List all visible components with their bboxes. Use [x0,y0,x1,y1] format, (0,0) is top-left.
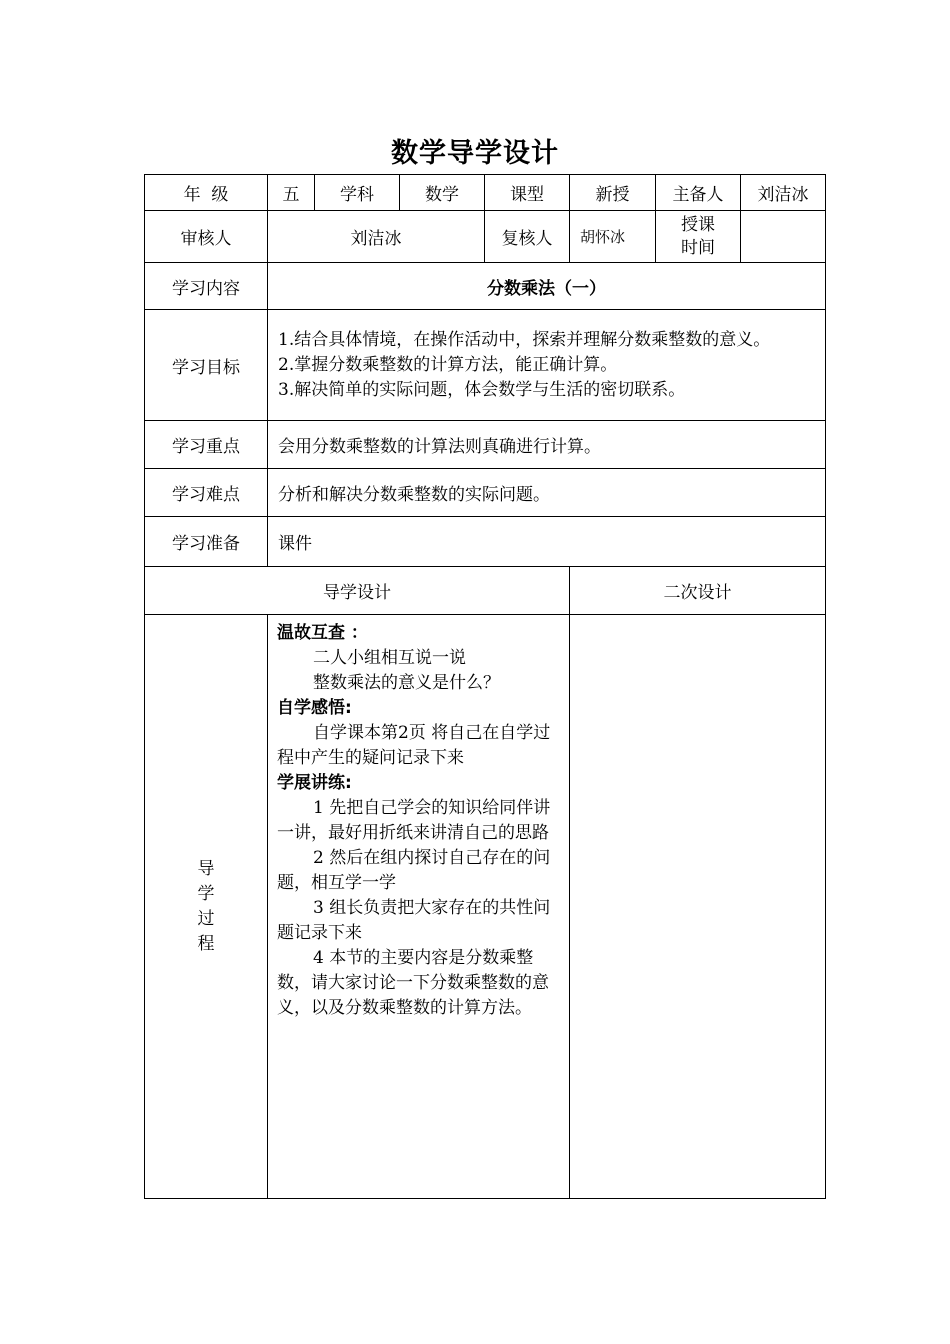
content-label: 学习内容 [145,263,268,310]
process-label-char: 学 [197,883,215,904]
review-heading: 温故互查 ： [277,623,368,643]
content-value: 分数乘法（一） [268,263,826,310]
info-row-1 [145,175,826,211]
review-line: 二人小组相互说一说 [313,648,466,668]
subject-value: 数学 [400,175,485,211]
key-points-value: 会用分数乘整数的计算法则真确进行计算。 [268,421,826,469]
preparer-value: 刘洁冰 [741,175,826,211]
goal-item: 1.结合具体情境，在操作活动中，探索并理解分数乘整数的意义。 [278,329,771,350]
process-label [145,615,268,1199]
goals-list [268,310,826,421]
process-label-char: 过 [197,908,215,929]
second-design-header: 二次设计 [570,567,826,615]
difficulties-value: 分析和解决分数乘整数的实际问题。 [268,469,826,517]
practice-item: 4 本节的主要内容是分数乘整数，请大家讨论一下分数乘整数的意义，以及分数乘整数的计算方法。 [277,948,549,1018]
second-design-content [570,615,826,1199]
key-points-label: 学习重点 [145,421,268,469]
content-row [145,263,826,310]
goals-label: 学习目标 [145,310,268,421]
reviewer-label: 审核人 [145,211,268,263]
goal-item: 2.掌握分数乘整数的计算方法，能正确计算。 [278,354,618,375]
process-label-char: 导 [197,858,215,879]
rechecker-value: 胡怀冰 [570,211,656,263]
subject-label: 学科 [315,175,400,211]
practice-item: 2 然后在组内探讨自己存在的问题，相互学一学 [277,848,551,893]
time-label [656,211,741,263]
info-row-2 [145,211,826,263]
practice-item: 3 组长负责把大家存在的共性问题记录下来 [277,898,551,943]
practice-item: 1 先把自己学会的知识给同伴讲一讲，最好用折纸来讲清自己的思路 [277,798,551,843]
time-label-line1: 授课 [681,214,715,235]
design-header-row [145,567,826,615]
key-points-row [145,421,826,469]
time-value [741,211,826,263]
type-value: 新授 [570,175,656,211]
reviewer-value: 刘洁冰 [268,211,485,263]
time-label-line2: 时间 [681,237,715,258]
difficulties-row [145,469,826,517]
self-study-text: 自学课本第2页 将自己在自学过程中产生的疑问记录下来 [277,723,551,768]
grade-value: 五 [268,175,315,211]
goal-item: 3.解决简单的实际问题，体会数学与生活的密切联系。 [278,379,686,400]
preparation-label: 学习准备 [145,517,268,567]
guide-design-header: 导学设计 [145,567,570,615]
goals-row [145,310,826,421]
preparer-label: 主备人 [656,175,741,211]
guide-process-content [268,615,570,1199]
rechecker-label: 复核人 [485,211,570,263]
difficulties-label: 学习难点 [145,469,268,517]
lesson-table [144,174,826,1199]
type-label: 课型 [485,175,570,211]
practice-heading: 学展讲练: [277,773,352,793]
preparation-value: 课件 [268,517,826,567]
review-line: 整数乘法的意义是什么？ [313,673,500,693]
self-study-heading: 自学感悟: [277,698,352,718]
process-row [145,615,826,1199]
grade-label: 年 级 [145,175,268,211]
process-label-char: 程 [197,933,215,954]
preparation-row [145,517,826,567]
page-title: 数学导学设计 [391,138,559,169]
